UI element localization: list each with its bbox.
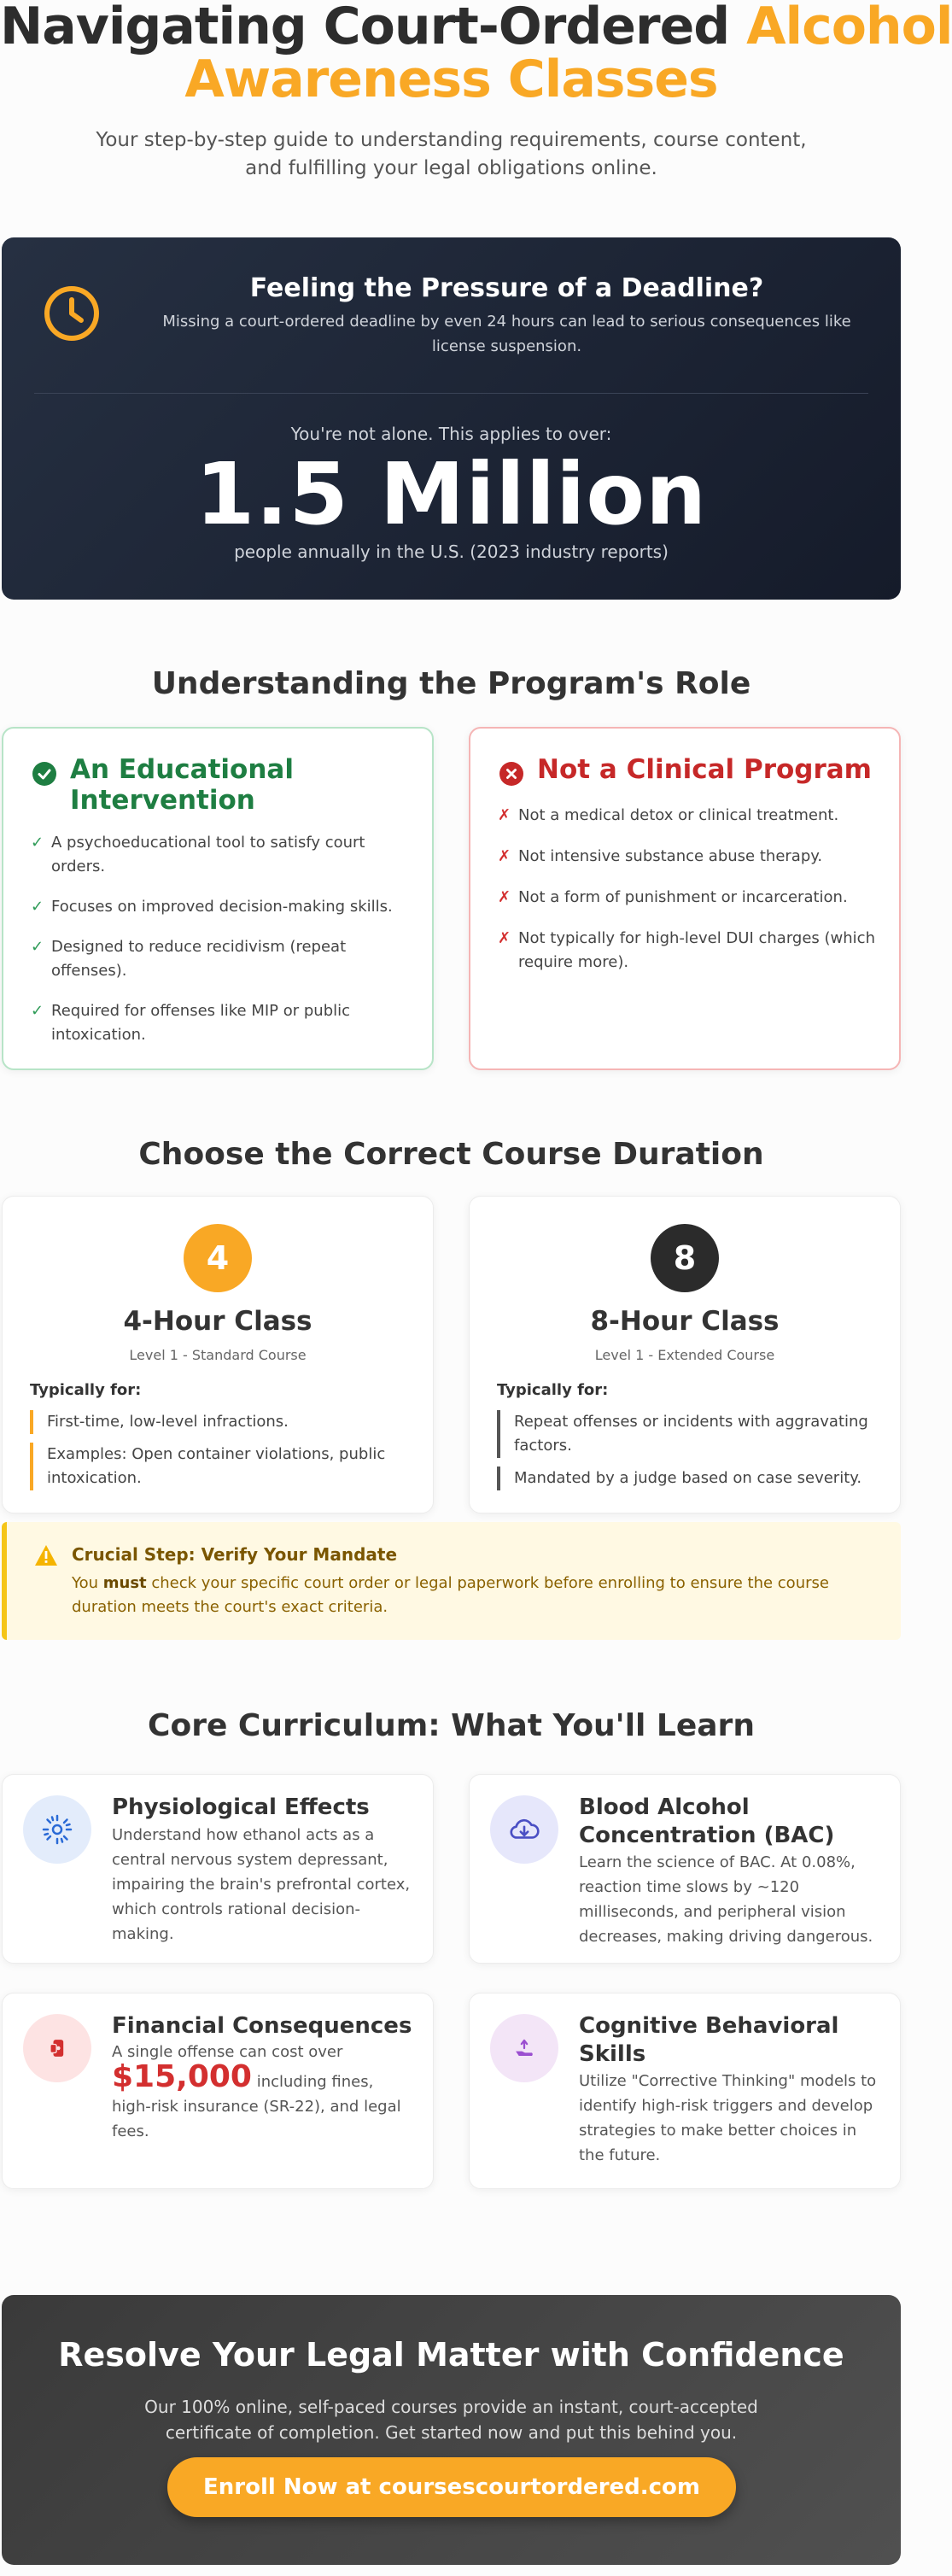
hand-idea-icon [490,2014,558,2082]
list-item: ✓ A psychoeducational tool to satisfy court orders. [31,831,412,879]
list-item: ✗ Not typically for high-level DUI charges (which require more). [498,927,879,975]
cross-icon: ✗ [498,847,511,865]
four-hour-typically-label: Typically for: [30,1381,142,1399]
curriculum-grid [0,1774,902,2227]
warning-icon [34,1544,58,1566]
alert-body: You must check your specific court order or legal paperwork before enrolling to ensure the course duration meets the court's exact criteria. [72,1574,829,1616]
curriculum-card-physiological [2,1774,434,1964]
curriculum-card-body: Understand how ethanol acts as a central nervous system depressant, impairing the brain's prefrontal cortex, which controls rational decision-making. [112,1826,411,1943]
cost-amount: $15,000 [112,2059,252,2094]
curriculum-card-title: Blood Alcohol Concentration (BAC) [579,1794,835,1848]
curriculum-card-cognitive [469,1993,901,2189]
four-hour-card[interactable] [2,1196,434,1513]
title-accent-line-2: Awareness Classes [184,50,718,109]
statistic-caption: people annually in the U.S. (2023 industry reports) [234,542,669,562]
list-item: First-time, low-level infractions. [30,1410,406,1434]
list-item: ✓ Required for offenses like MIP or public intoxication. [31,999,412,1047]
title-main: Navigating Court-Ordered [0,0,747,56]
deadline-banner [2,237,901,600]
eight-hour-badge: 8 [651,1224,719,1292]
educational-list [31,831,412,1063]
brain-icon [23,1795,91,1864]
alert-title: Crucial Step: Verify Your Mandate [72,1544,398,1565]
four-hour-list [30,1410,406,1499]
eight-hour-card[interactable] [469,1196,901,1513]
educational-title: An Educational Intervention [70,754,294,816]
four-hour-level: Level 1 - Standard Course [129,1347,307,1363]
call-to-action [2,2295,901,2565]
curriculum-card-title: Physiological Effects [112,1794,370,1820]
deadline-lead: You're not alone. This applies to over: [290,424,612,444]
verify-mandate-alert [2,1522,901,1640]
check-icon: ✓ [31,834,44,852]
eight-hour-list [497,1410,873,1499]
money-icon [23,2014,91,2082]
curriculum-card-body: Utilize "Corrective Thinking" models to identify high-risk triggers and develop strategies to make better choices in the future. [579,2072,877,2164]
curriculum-card-title: Financial Consequences [112,2013,412,2039]
page-title [0,0,952,109]
duration-cards [0,1196,902,1522]
not-clinical-title: Not a Clinical Program [537,754,872,785]
check-icon: ✓ [31,1002,44,1020]
list-item: Mandated by a judge based on case severity. [497,1467,873,1490]
page-subtitle: Your step-by-step guide to understanding requirements, course content, and fulfilling your legal obligations online. [96,129,807,179]
title-accent: Alcohol [746,0,952,56]
cta-body: Our 100% online, self-paced courses provide an instant, court-accepted certificate of completion. Get started now and put this behind you. [144,2397,758,2443]
curriculum-card-title: Cognitive Behavioral Skills [579,2013,839,2067]
curriculum-card-bac [469,1774,901,1964]
curriculum-section-title: Core Curriculum: What You'll Learn [148,1708,755,1743]
four-hour-badge: 4 [184,1224,252,1292]
not-clinical-card [469,727,901,1070]
list-item: ✗ Not a medical detox or clinical treatment. [498,804,879,828]
duration-section-title: Choose the Correct Course Duration [138,1137,764,1172]
check-icon: ✓ [31,898,44,916]
deadline-text: Missing a court-ordered deadline by even 24 hours can lead to serious consequences like license suspension. [162,313,851,355]
clock-icon [43,284,101,342]
list-item: Repeat offenses or incidents with aggravating factors. [497,1410,873,1458]
alert-emphasis: must [102,1574,147,1592]
big-statistic: 1.5 Million [195,444,708,544]
curriculum-card-financial [2,1993,434,2189]
cloud-download-icon [490,1795,558,1864]
deadline-title: Feeling the Pressure of a Deadline? [249,273,764,303]
check-circle-icon [32,762,56,786]
four-hour-title: 4-Hour Class [123,1306,312,1337]
curriculum-card-body: A single offense can cost over $15,000 including fines, high-risk insurance (SR-22), and legal fees. [112,2043,401,2140]
not-clinical-list [498,804,879,992]
hero [0,0,952,231]
cross-icon: ✗ [498,929,511,947]
cta-title: Resolve Your Legal Matter with Confidence [58,2336,844,2374]
eight-hour-typically-label: Typically for: [497,1381,609,1399]
eight-hour-title: 8-Hour Class [590,1306,780,1337]
x-circle-icon [499,762,523,786]
check-icon: ✓ [31,938,44,956]
educational-card [2,727,434,1070]
role-section-title: Understanding the Program's Role [151,666,751,701]
list-item: Examples: Open container violations, public intoxication. [30,1443,406,1490]
enroll-button[interactable]: Enroll Now at coursescourtordered.com [167,2457,736,2517]
list-item: ✗ Not a form of punishment or incarceration. [498,886,879,910]
curriculum-card-body: Learn the science of BAC. At 0.08%, reaction time slows by ~120 milliseconds, and peripheral vision decreases, making driving dangerous. [579,1853,873,1946]
cross-icon: ✗ [498,888,511,906]
eight-hour-level: Level 1 - Extended Course [594,1347,775,1363]
list-item: ✓ Focuses on improved decision-making skills. [31,895,412,919]
list-item: ✓ Designed to reduce recidivism (repeat offenses). [31,935,412,983]
cross-icon: ✗ [498,806,511,824]
list-item: ✗ Not intensive substance abuse therapy. [498,845,879,869]
divider [34,393,868,394]
role-cards [0,727,902,1077]
